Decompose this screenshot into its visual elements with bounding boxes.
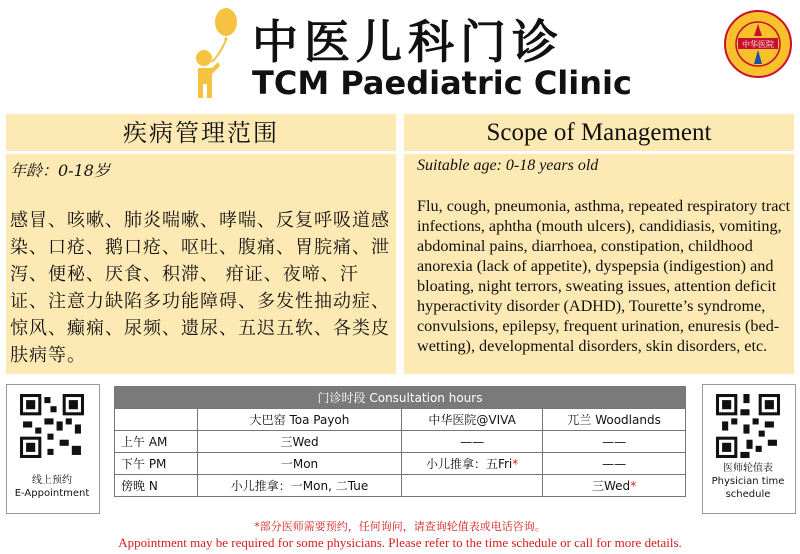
child-balloon-icon <box>184 6 244 102</box>
row-label: 下午 PM <box>115 453 198 475</box>
table-corner-cell <box>115 409 198 431</box>
table-cell: 三Wed* <box>543 475 686 497</box>
table-cell: —— <box>402 431 543 453</box>
physician-schedule-label <box>702 462 794 501</box>
conditions-list-chinese: 感冒、咳嗽、肺炎喘嗽、哮喘、反复呼吸道感染、口疮、鹅口疮、呕吐、腹痛、胃脘痛、泄泻、便秘、厌食、积滞、 疳证、夜啼、汗证、注意力缺陷多功能障碍、多发性抽动症、惊风、癫痫、尿频、遗尿、五迟五软、各类皮肤病等。 <box>10 210 390 366</box>
qr-code-icon[interactable] <box>20 394 84 458</box>
table-row <box>115 475 686 497</box>
age-range-chinese: 年龄：0-18岁 <box>10 161 110 180</box>
column-header: 兀兰 Woodlands <box>543 409 686 431</box>
qr-code-icon[interactable] <box>716 394 780 458</box>
table-cell: —— <box>543 453 686 475</box>
age-range-english: Suitable age: 0-18 years old <box>417 157 599 174</box>
e-appointment-label-zh: 线上预约 <box>32 475 72 486</box>
row-label: 上午 AM <box>115 431 198 453</box>
row-label: 傍晚 N <box>115 475 198 497</box>
table-header-row <box>115 409 686 431</box>
table-row <box>115 453 686 475</box>
table-row <box>115 431 686 453</box>
svg-text:中华医院: 中华医院 <box>742 40 774 49</box>
physician-schedule-label-en: Physician time schedule <box>711 476 785 500</box>
table-cell: 三Wed <box>198 431 402 453</box>
table-title: 门诊时段 Consultation hours <box>115 387 686 409</box>
table-cell: 小儿推拿：五Fri* <box>402 453 543 475</box>
e-appointment-label <box>6 474 98 500</box>
page-title-chinese: 中医儿科门诊 <box>252 15 564 69</box>
table-cell <box>402 475 543 497</box>
hospital-seal-logo <box>724 10 792 78</box>
appointment-note-chinese: *部分医师需要预约，任何询问，请查询轮值表或电话咨询。 <box>254 520 546 533</box>
table-cell: 一Mon <box>198 453 402 475</box>
section-title-chinese: 疾病管理范围 <box>123 119 279 147</box>
column-header: 中华医院@VIVA <box>402 409 543 431</box>
table-cell: 小儿推拿：一Mon, 二Tue <box>198 475 402 497</box>
column-header: 大巴窑 Toa Payoh <box>198 409 402 431</box>
conditions-list-english: Flu, cough, pneumonia, asthma, repeated respiratory tract infections, aphtha (mouth ulcers), candidiasis, vomiting, abdominal pains, diarrhoea, constipation, childhood anorexia (lack of appetite), dyspepsia (indigestion) and bloating, night terrors, sweating issues, attention deficit hyperactivity disorder (ADHD), Tourette’s syndrome, convulsions, epilepsy, frequent urination, enuresis (bed-wetting), developmental disorders, skin disorders, etc. <box>417 197 791 355</box>
page-title-english: TCM Paediatric Clinic <box>252 64 632 102</box>
consultation-hours-table <box>114 386 686 497</box>
appointment-note-english: Appointment may be required for some physicians. Please refer to the time schedule or call for more details. <box>118 535 682 550</box>
physician-schedule-label-zh: 医师轮值表 <box>723 463 773 474</box>
e-appointment-label-en: E-Appointment <box>14 488 90 499</box>
table-cell: —— <box>543 431 686 453</box>
section-title-english: Scope of Management <box>486 119 712 146</box>
